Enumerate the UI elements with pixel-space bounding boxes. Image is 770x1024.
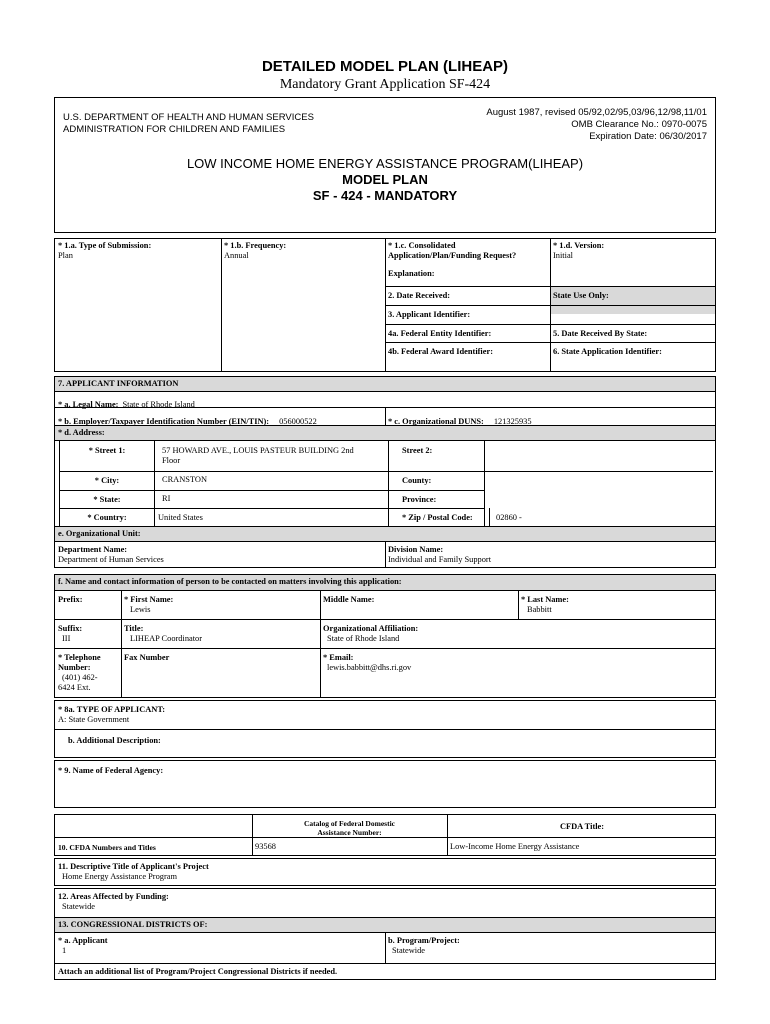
street2-input[interactable] [485, 440, 713, 471]
expiration-date: Expiration Date: 06/30/2017 [589, 131, 707, 142]
cfda-numbers-label: 10. CFDA Numbers and Titles [58, 843, 156, 852]
project-title-label: 11. Descriptive Title of Applicant's Project [58, 862, 209, 871]
consolidated-field[interactable] [385, 239, 550, 281]
applicant-identifier-field[interactable]: 3. Applicant Identifier: [388, 310, 471, 319]
first-name-field[interactable] [121, 593, 320, 617]
omb-clearance: OMB Clearance No.: 0970-0075 [571, 119, 707, 130]
applicant-information-section [54, 376, 716, 568]
telephone-field[interactable] [55, 651, 121, 695]
applicant-district-value: 1 [62, 946, 67, 955]
division-value: Individual and Family Support [388, 555, 492, 564]
legal-name-label: * a. Legal Name: [58, 400, 119, 409]
city-label: * City: [94, 476, 120, 485]
applicant-district-label: * a. Applicant [58, 936, 108, 945]
cfda-title-label: CFDA Title: [559, 822, 605, 831]
department-label: Department Name: [58, 545, 128, 554]
state-application-identifier-field[interactable]: 6. State Application Identifier: [553, 347, 662, 356]
ein-value: 056000522 [279, 417, 317, 426]
federal-entity-identifier-field[interactable]: 4a. Federal Entity Identifier: [388, 329, 492, 338]
areas-affected-field[interactable] [55, 890, 172, 914]
submission-type-field[interactable] [55, 239, 221, 263]
state-use-label: State Use Only: [553, 291, 609, 300]
federal-agency-section [54, 760, 716, 808]
province-label: Province: [402, 495, 437, 504]
page-title: DETAILED MODEL PLAN (LIHEAP) [261, 58, 509, 75]
program-line-1: LOW INCOME HOME ENERGY ASSISTANCE PROGRAM(LIHEAP) [186, 156, 584, 171]
division-label: Division Name: [388, 545, 444, 554]
telephone-value-2: 6424 Ext. [58, 683, 91, 692]
districts-heading: 13. CONGRESSIONAL DISTRICTS OF: [55, 918, 715, 932]
date-received-state-field[interactable]: 5. Date Received By State: [553, 329, 648, 338]
street1-value-2: Floor [162, 456, 181, 465]
project-title-section [54, 858, 716, 886]
page-subtitle: Mandatory Grant Application SF-424 [279, 77, 491, 92]
program-district-field[interactable] [385, 934, 463, 958]
country-label: * Country: [87, 513, 127, 522]
suffix-label: Suffix: [58, 624, 83, 633]
legal-name-value: State of Rhode Island [122, 400, 195, 409]
attach-note: Attach an additional list of Program/Project Congressional Districts if needed. [58, 967, 338, 976]
email-value: lewis.babbitt@dhs.ri.gov [327, 663, 412, 672]
duns-value: 121325935 [493, 417, 532, 426]
applicant-information-heading: 7. APPLICANT INFORMATION [55, 377, 715, 391]
program-district-label: b. Program/Project: [388, 936, 460, 945]
title-field[interactable] [121, 622, 320, 646]
submission-type-label: * 1.a. Type of Submission: [58, 241, 152, 250]
applicant-district-field[interactable] [55, 934, 385, 958]
consolidated-label-1: * 1.c. Consolidated [388, 241, 456, 250]
agency-line-1: U.S. DEPARTMENT OF HEALTH AND HUMAN SERVICES [63, 112, 314, 123]
last-name-field[interactable] [518, 593, 572, 617]
address-grid [59, 440, 709, 526]
country-input[interactable]: United States [158, 513, 203, 522]
affiliation-value: State of Rhode Island [327, 634, 400, 643]
ein-label: * b. Employer/Taxpayer Identification Number (EIN/TIN): [58, 417, 270, 426]
frequency-label: * 1.b. Frequency: [224, 241, 287, 250]
contact-section [54, 574, 716, 698]
consolidated-label-2: Application/Plan/Funding Request? [388, 251, 517, 260]
catalog-label [252, 817, 447, 839]
affiliation-label: Organizational Affiliation: [323, 624, 419, 633]
applicant-type-section [54, 700, 716, 758]
street1-input[interactable] [159, 444, 389, 468]
email-label: * Email: [323, 653, 354, 662]
version-value: Initial [553, 251, 574, 260]
cfda-number-value[interactable]: 93568 [255, 842, 276, 851]
last-name-value: Babbitt [527, 605, 552, 614]
revision-dates: August 1987, revised 05/92,02/95,03/96,12/98,11/01 [486, 107, 707, 118]
contact-heading: f. Name and contact information of person to be contacted on matters involving this application: [55, 575, 715, 590]
city-input[interactable]: CRANSTON [162, 475, 207, 484]
email-field[interactable] [320, 651, 414, 675]
first-name-value: Lewis [130, 605, 151, 614]
project-title-field[interactable] [55, 860, 212, 884]
frequency-value: Annual [224, 251, 249, 260]
affiliation-field[interactable] [320, 622, 421, 646]
agency-name [63, 112, 314, 136]
catalog-label-2: Assistance Number: [317, 828, 382, 837]
telephone-label-2: Number: [58, 663, 91, 672]
suffix-field[interactable] [55, 622, 121, 646]
title-value: LIHEAP Coordinator [130, 634, 203, 643]
additional-description-field[interactable]: b. Additional Description: [68, 736, 161, 745]
areas-districts-section [54, 888, 716, 980]
county-label: County: [402, 476, 432, 485]
submission-section [54, 238, 716, 372]
org-unit-heading: e. Organizational Unit: [55, 527, 715, 541]
catalog-label-1: Catalog of Federal Domestic [303, 819, 395, 828]
applicant-type-field[interactable] [55, 703, 168, 727]
omb-info [486, 107, 707, 143]
federal-award-identifier-field[interactable]: 4b. Federal Award Identifier: [388, 347, 493, 356]
title-label: Title: [124, 624, 144, 633]
program-title [55, 156, 715, 204]
street2-label: Street 2: [402, 446, 433, 455]
street1-label: * Street 1: [88, 446, 126, 455]
applicant-type-value: A: State Government [58, 715, 130, 724]
middle-name-field[interactable]: Middle Name: [323, 595, 375, 604]
explanation-label: Explanation: [388, 269, 435, 278]
submission-type-value: Plan [58, 251, 73, 260]
prefix-field[interactable]: Prefix: [58, 595, 83, 604]
agency-header-box [54, 97, 716, 233]
suffix-value: III [62, 634, 71, 643]
date-received-field[interactable]: 2. Date Received: [388, 291, 451, 300]
zip-label: * Zip / Postal Code: [402, 513, 473, 522]
state-label: * State: [93, 495, 121, 504]
duns-label: * c. Organizational DUNS: [388, 417, 484, 426]
address-heading: * d. Address: [55, 426, 715, 440]
version-field[interactable] [550, 239, 716, 263]
fax-field[interactable]: Fax Number [124, 653, 170, 662]
telephone-value-1: (401) 462- [62, 673, 98, 682]
first-name-label: * First Name: [124, 595, 174, 604]
federal-agency-field[interactable]: * 9. Name of Federal Agency: [58, 766, 164, 775]
applicant-type-label: * 8a. TYPE OF APPLICANT: [58, 705, 166, 714]
project-title-value: Home Energy Assistance Program [62, 872, 177, 881]
division-field[interactable] [385, 543, 494, 567]
department-field[interactable] [55, 543, 385, 567]
telephone-label-1: * Telephone [58, 653, 101, 662]
state-input[interactable]: RI [162, 494, 171, 503]
cfda-title-value[interactable]: Low-Income Home Energy Assistance [450, 842, 580, 851]
program-district-value: Statewide [392, 946, 426, 955]
program-line-3: SF - 424 - MANDATORY [312, 188, 458, 203]
version-label: * 1.d. Version: [553, 241, 605, 250]
program-line-2: MODEL PLAN [342, 172, 428, 187]
frequency-field[interactable] [221, 239, 385, 263]
last-name-label: * Last Name: [521, 595, 569, 604]
areas-affected-value: Statewide [62, 902, 96, 911]
cfda-section [54, 814, 716, 856]
department-value: Department of Human Services [58, 555, 164, 564]
agency-line-2: ADMINISTRATION FOR CHILDREN AND FAMILIES [63, 124, 286, 135]
zip-input[interactable]: 02860 - [496, 513, 522, 522]
areas-affected-label: 12. Areas Affected by Funding: [58, 892, 169, 901]
street1-value-1: 57 HOWARD AVE., LOUIS PASTEUR BUILDING 2nd [162, 446, 354, 455]
